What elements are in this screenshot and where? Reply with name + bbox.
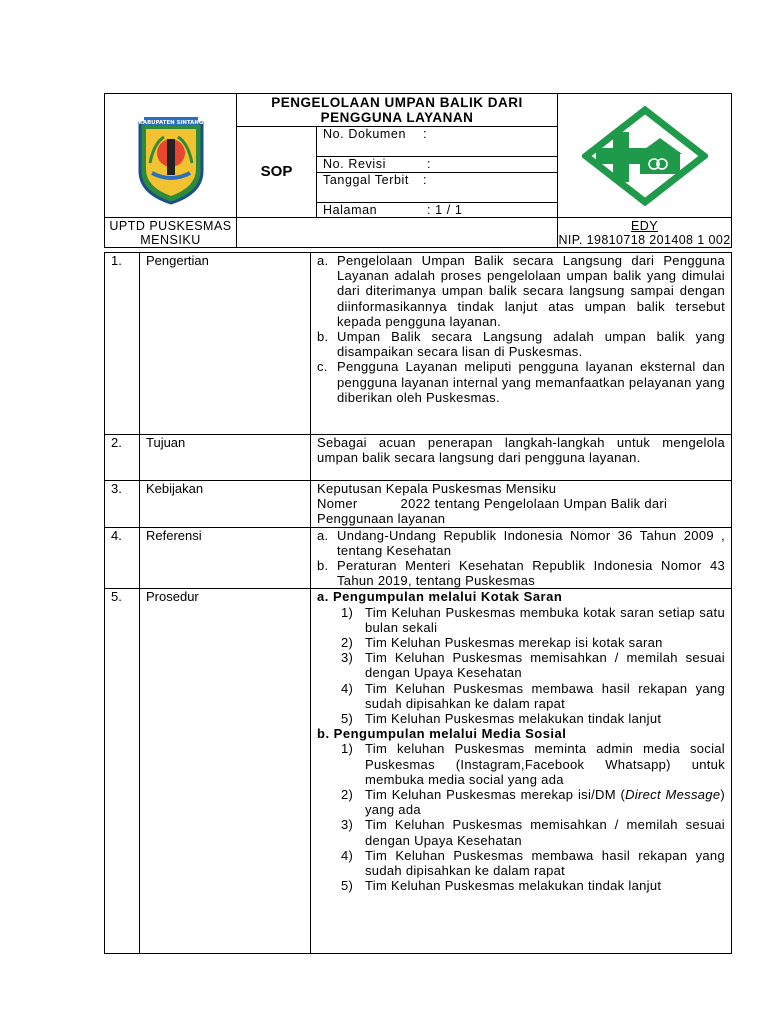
section-number: 4. xyxy=(105,527,140,589)
section-number: 1. xyxy=(105,253,140,435)
section-row-kebijakan xyxy=(105,481,732,528)
list-item: 2) Tim Keluhan Puskesmas merekap isi kotak saran xyxy=(341,635,663,651)
section-label: Referensi xyxy=(140,527,311,589)
list-item: 5) Tim Keluhan Puskesmas melakukan tindak lanjut xyxy=(341,711,662,727)
section-row-pengertian xyxy=(105,253,732,435)
regency-logo-cell xyxy=(105,94,237,218)
section-label: Prosedur xyxy=(140,589,311,954)
section-content xyxy=(311,253,732,435)
section-number: 3. xyxy=(105,481,140,528)
list-item: 3) Tim Keluhan Puskesmas memisahkan / memilah sesuai dengan Upaya Kesehatan xyxy=(341,817,725,848)
sop-label: SOP xyxy=(237,127,317,217)
section-row-tujuan xyxy=(105,435,732,481)
section-label: Pengertian xyxy=(140,253,311,435)
section-content: Sebagai acuan penerapan langkah-langkah untuk mengelola umpan balik secara langsung dari pengguna layanan. xyxy=(311,435,732,481)
puskesmas-logo-cell xyxy=(558,94,732,218)
list-item: 5) Tim Keluhan Puskesmas melakukan tindak lanjut xyxy=(341,878,662,894)
list-item: b. Umpan Balik secara Langsung adalah umpan balik yang disampaikan secara lisan di Puskesmas. xyxy=(317,329,725,360)
sop-content-table xyxy=(104,252,732,954)
procedure-subheading-b: b. Pengumpulan melalui Media Sosial xyxy=(317,726,567,742)
section-content xyxy=(311,527,732,589)
section-content xyxy=(311,589,732,954)
list-item: c. Pengguna Layanan meliputi pengguna layanan eksternal dan pengguna layanan internal yang memanfaatkan pelayanan yang diberikan oleh Puskesmas. xyxy=(317,359,725,405)
direct-message-term: Direct Message xyxy=(625,787,721,803)
meta-revision: No. Revisi : xyxy=(317,156,557,172)
signer-block xyxy=(558,218,732,248)
procedure-subheading-a: a. Pengumpulan melalui Kotak Saran xyxy=(317,589,563,605)
puskesmas-logo-icon xyxy=(582,106,708,206)
list-item: 1) Tim keluhan Puskesmas meminta admin media social Puskesmas (Instagram,Facebook Whatsapp) untuk membuka media social yang ada xyxy=(341,741,725,787)
list-item: a. Undang-Undang Republik Indonesia Nomor 36 Tahun 2009 , tentang Kesehatan xyxy=(317,527,725,558)
list-item: 3) Tim Keluhan Puskesmas memisahkan / memilah sesuai dengan Upaya Kesehatan xyxy=(341,650,725,681)
section-label: Tujuan xyxy=(140,435,311,481)
list-item: 4) Tim Keluhan Puskesmas membawa hasil rekapan yang sudah dipisahkan ke dalam rapat xyxy=(341,847,725,879)
document-title-line2: PENGGUNA LAYANAN xyxy=(320,110,474,125)
section-number: 5. xyxy=(105,589,140,954)
list-item: 2) Tim Keluhan Puskesmas merekap isi/DM (Direct Message) yang ada xyxy=(341,787,726,818)
document-meta xyxy=(317,127,557,217)
meta-issue-date: Tanggal Terbit : xyxy=(317,172,557,202)
section-content: Keputusan Kepala Puskesmas Mensiku Nomer 2022 tentang Pengelolaan Umpan Balik dari Penggunaan layanan xyxy=(311,481,732,528)
svg-text:KABUPATEN SINTANG: KABUPATEN SINTANG xyxy=(138,119,203,126)
blank-footer-cell xyxy=(237,218,558,248)
meta-doc-number: No. Dokumen : xyxy=(323,127,428,141)
title-block xyxy=(237,94,558,218)
document-title-line1: PENGELOLAAN UMPAN BALIK DARI xyxy=(271,95,523,110)
list-item: b. Peraturan Menteri Kesehatan Republik Indonesia Nomor 43 Tahun 2019, tentang Puskesmas xyxy=(317,558,725,589)
list-item: 4) Tim Keluhan Puskesmas membawa hasil rekapan yang sudah dipisahkan ke dalam rapat xyxy=(341,680,725,711)
signer-name: EDY xyxy=(631,219,658,233)
sintang-regency-emblem-icon xyxy=(134,113,208,205)
section-label: Kebijakan xyxy=(140,481,311,528)
section-row-referensi xyxy=(105,527,732,589)
meta-page: Halaman : 1 / 1 xyxy=(317,202,557,218)
sop-header-table xyxy=(104,93,732,248)
signer-nip: NIP. 19810718 201408 1 002 xyxy=(558,233,731,247)
organization-name: UPTD PUSKESMAS MENSIKU xyxy=(105,218,237,248)
list-item: 1) Tim Keluhan Puskesmas membuka kotak saran setiap satu bulan sekali xyxy=(341,604,725,635)
section-row-prosedur xyxy=(105,589,732,954)
section-number: 2. xyxy=(105,435,140,481)
list-item: a. Pengelolaan Umpan Balik secara Langsung dari Pengguna Layanan adalah proses pengelolaan umpan balik yang dimulai dari diterimanya umpan balik secara langsung sampai dengan diinformasikannya tindak lanjut atas umpan balik tersebut kepada pengguna layanan. xyxy=(317,253,725,329)
